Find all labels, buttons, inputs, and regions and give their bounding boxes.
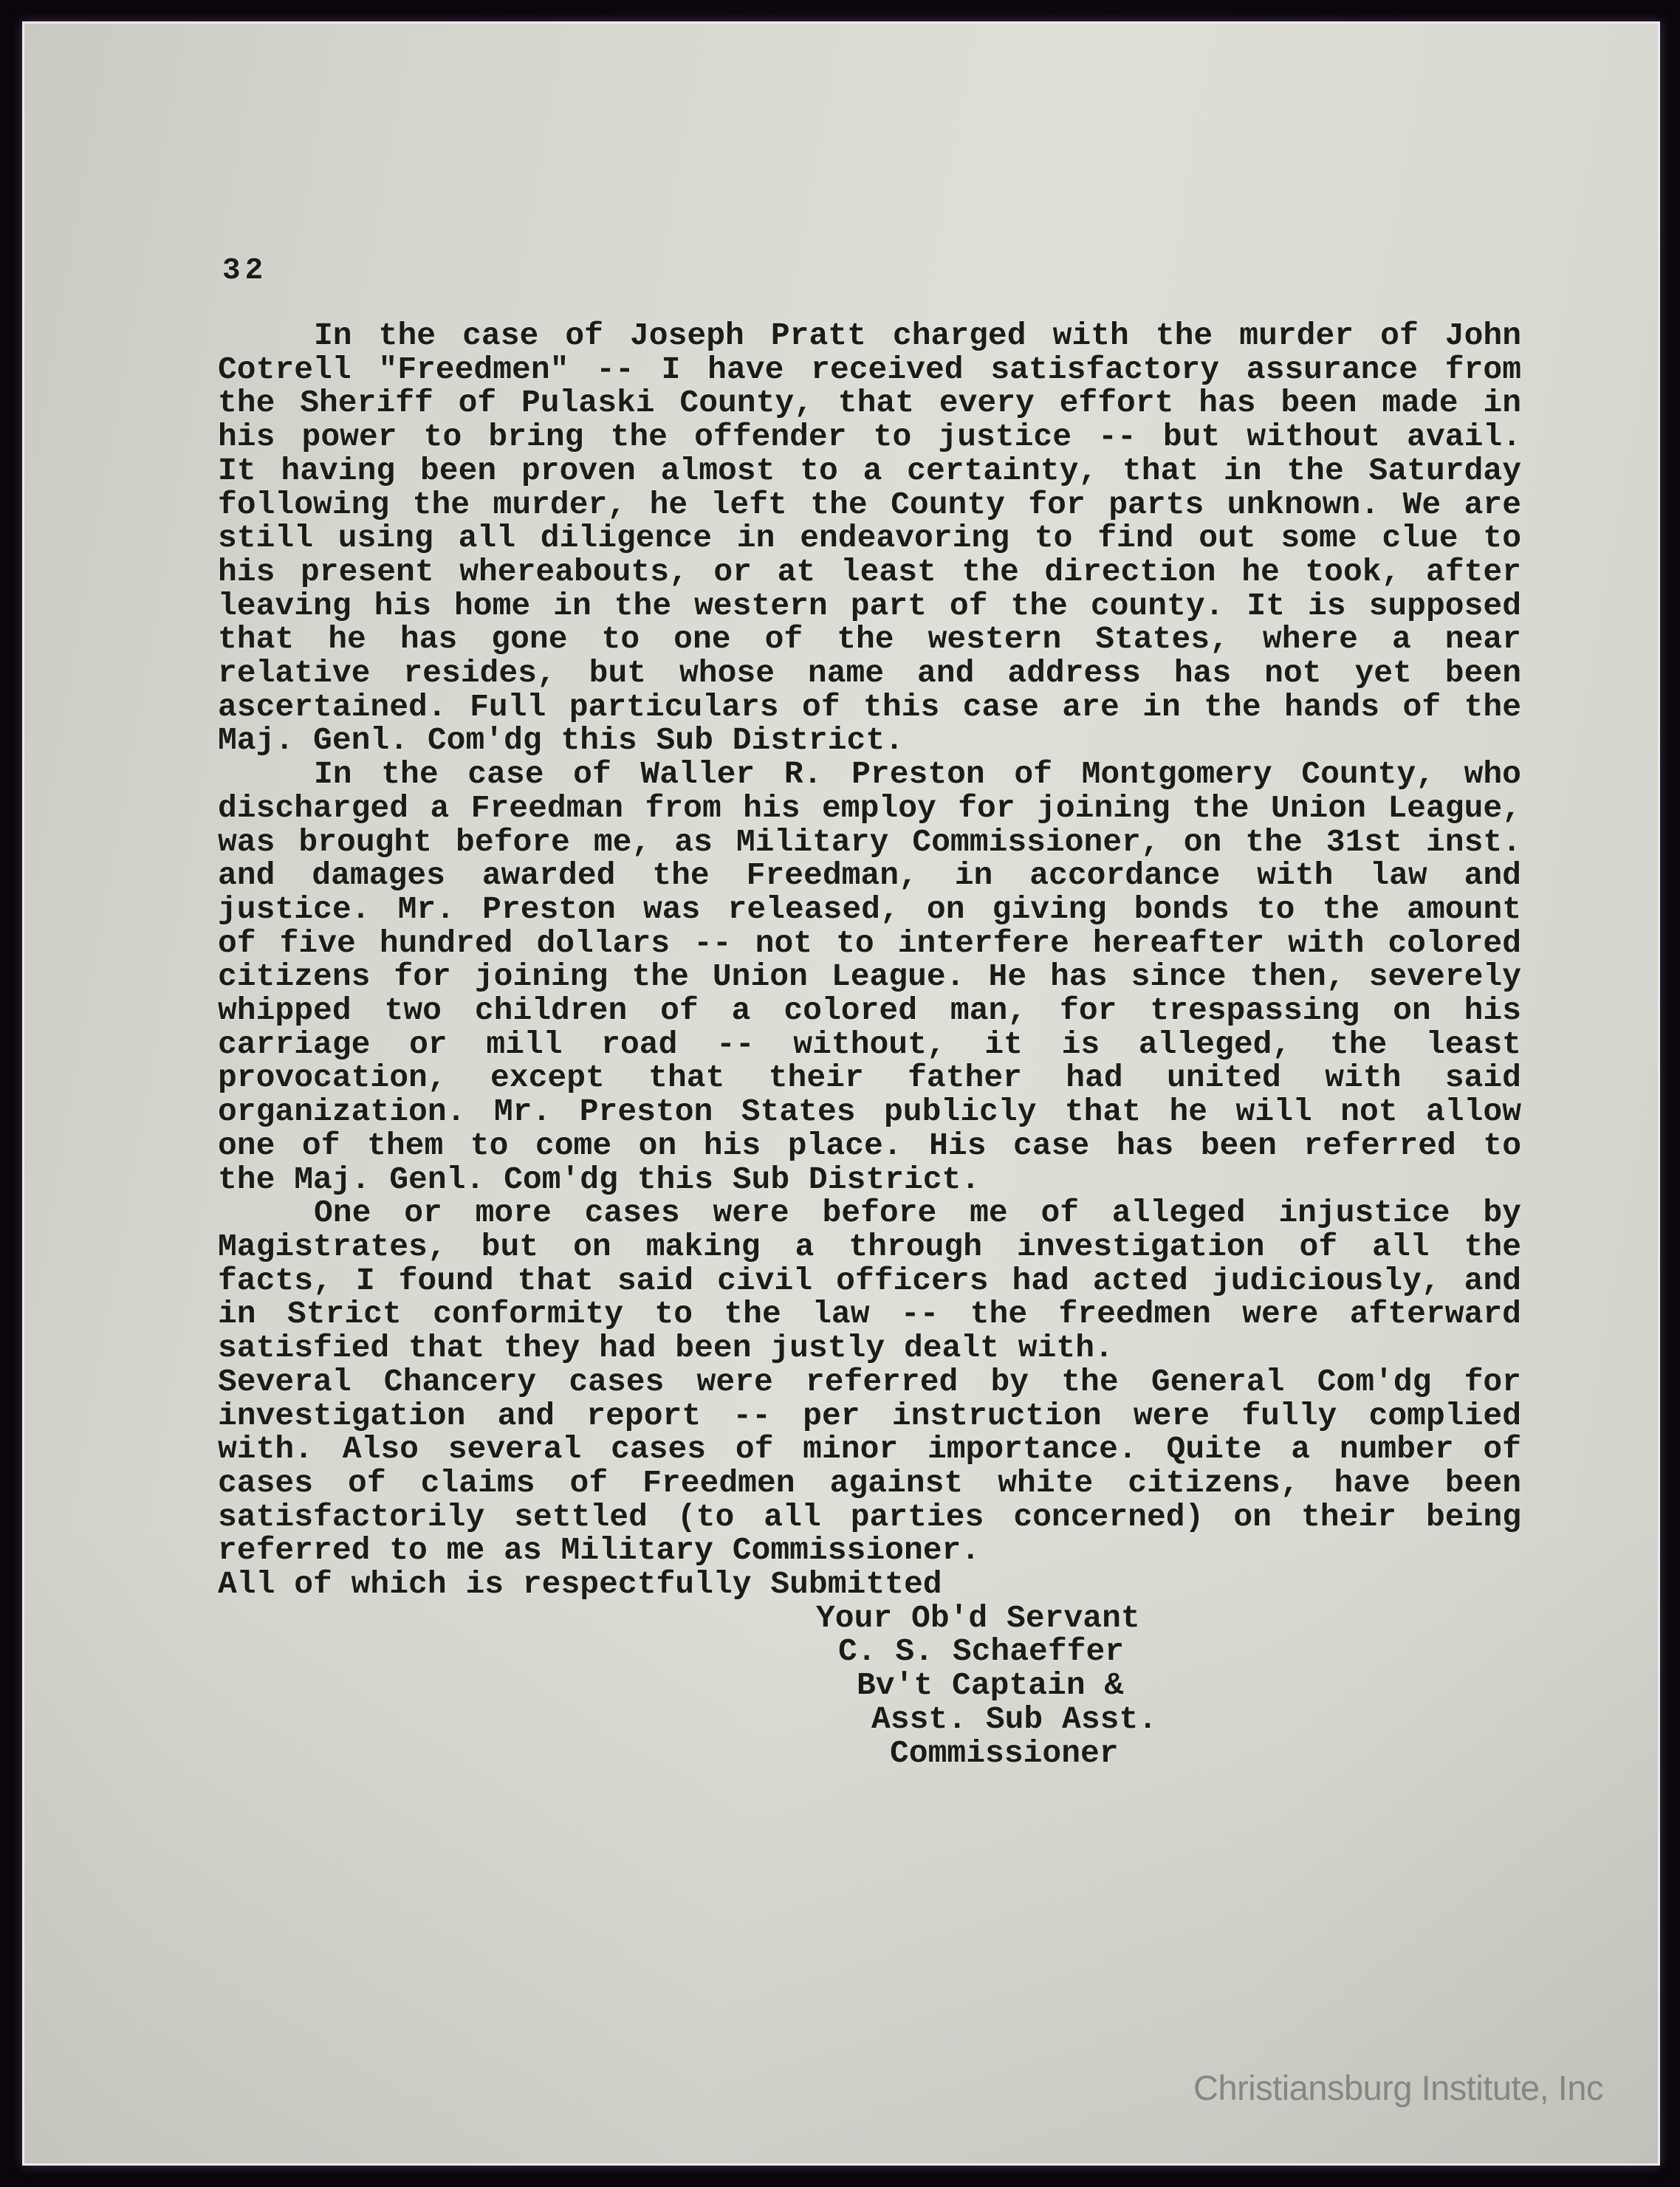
text-line: following the murder, he left the County for parts unknown. We are [218, 486, 1521, 523]
signature-block [218, 1601, 1521, 1771]
text-line: one of them to come on his place. His case has been referred to [218, 1127, 1521, 1164]
text-line: provocation, except that their father had united with said [218, 1060, 1521, 1096]
text-line: cases of claims of Freedmen against white citizens, have been [218, 1464, 1521, 1501]
signature-line: Your Ob'd Servant [816, 1599, 1140, 1636]
text-line: leaving his home in the western part of the county. It is supposed [218, 587, 1521, 624]
text-line: his power to bring the offender to justice -- but without avail. [218, 419, 1521, 456]
text-line: referred to me as Military Commissioner. [218, 1532, 981, 1569]
page-number: 32 [222, 254, 268, 288]
text-line: of five hundred dollars -- not to interfere hereafter with colored [218, 924, 1521, 961]
text-line: his present whereabouts, or at least the direction he took, after [218, 553, 1521, 590]
text-line: the Maj. Genl. Com'dg this Sub District. [218, 1161, 981, 1198]
text-line: in Strict conformity to the law -- the freedmen were afterward [218, 1296, 1521, 1333]
text-line: discharged a Freedman from his employ for joining the Union League, [218, 789, 1521, 826]
document-body [218, 319, 1521, 1770]
text-line: organization. Mr. Preston States publicly that he will not allow [218, 1094, 1521, 1130]
watermark: Christiansburg Institute, Inc [1193, 2068, 1603, 2107]
text-line: the Sheriff of Pulaski County, that every effort has been made in [218, 385, 1521, 422]
text-line: satisfactorily settled (to all parties concerned) on their being [218, 1498, 1521, 1535]
text-line: carriage or mill road -- without, it is alleged, the least [218, 1026, 1521, 1062]
text-line: was brought before me, as Military Commissioner, on the 31st inst. [218, 823, 1521, 860]
text-line: ascertained. Full particulars of this case are in the hands of the [218, 688, 1521, 725]
document-page [22, 21, 1660, 2166]
text-line: All of which is respectfully Submitted [218, 1566, 942, 1603]
text-line: with. Also several cases of minor importance. Quite a number of [218, 1431, 1521, 1468]
signature-line: Commissioner [890, 1734, 1119, 1771]
text-line: Several Chancery cases were referred by the General Com'dg for [218, 1363, 1521, 1400]
text-line: that he has gone to one of the western States, where a near [218, 621, 1521, 658]
text-line: It having been proven almost to a certainty, that in the Saturday [218, 452, 1521, 489]
text-line: In the case of Joseph Pratt charged with the murder of John [314, 317, 1521, 354]
text-line: relative resides, but whose name and address has not yet been [218, 655, 1521, 692]
text-line: Maj. Genl. Com'dg this Sub District. [218, 722, 904, 759]
text-line: and damages awarded the Freedman, in accordance with law and [218, 857, 1521, 894]
text-line: facts, I found that said civil officers had acted judiciously, and [218, 1262, 1521, 1299]
text-line: Magistrates, but on making a through investigation of all the [218, 1228, 1521, 1265]
signature-line: C. S. Schaeffer [838, 1633, 1125, 1670]
text-line: Cotrell "Freedmen" -- I have received satisfactory assurance from [218, 351, 1521, 388]
text-line: citizens for joining the Union League. He has since then, severely [218, 958, 1521, 995]
text-line: One or more cases were before me of alleged injustice by [314, 1195, 1521, 1232]
text-line: whipped two children of a colored man, for trespassing on his [218, 992, 1521, 1029]
text-line: investigation and report -- per instruction were fully complied [218, 1397, 1521, 1434]
text-line: In the case of Waller R. Preston of Montgomery County, who [314, 756, 1521, 793]
text-line: justice. Mr. Preston was released, on giving bonds to the amount [218, 890, 1521, 927]
signature-line: Bv't Captain & [857, 1667, 1124, 1704]
text-line: satisfied that they had been justly dealt with. [218, 1330, 1114, 1367]
signature-line: Asst. Sub Asst. [871, 1700, 1158, 1737]
text-line: still using all diligence in endeavoring to find out some clue to [218, 520, 1521, 557]
